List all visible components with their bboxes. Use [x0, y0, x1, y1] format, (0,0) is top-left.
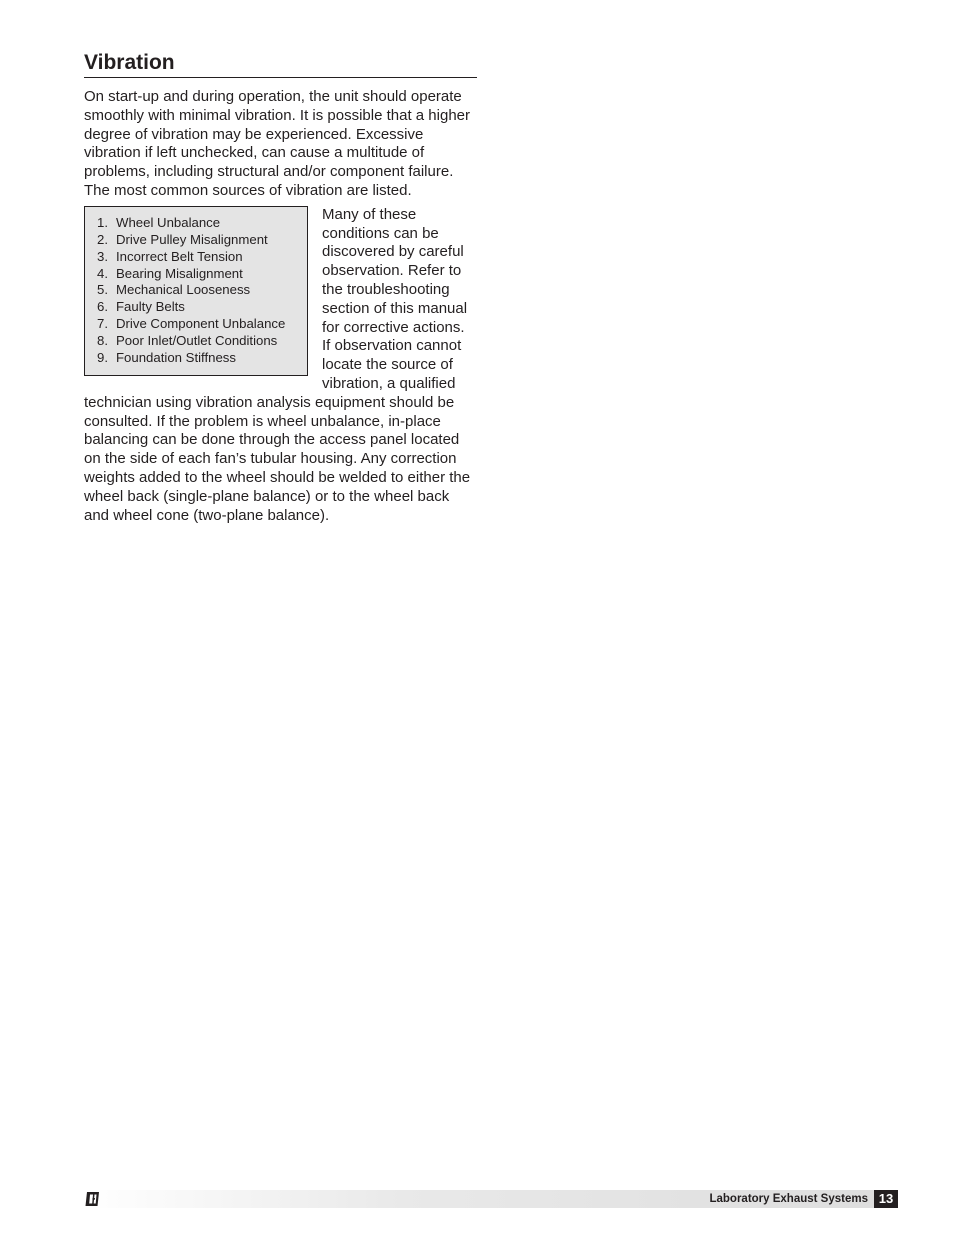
greenheck-logo-icon [84, 1190, 102, 1208]
list-item: 4. Bearing Misalignment [97, 265, 243, 281]
footer-title: Laboratory Exhaust Systems [709, 1193, 868, 1205]
list-item: 8. Poor Inlet/Outlet Conditions [97, 333, 278, 349]
content-column [84, 50, 477, 525]
list-item: 6. Faulty Belts [97, 299, 185, 315]
page-number: 13 [874, 1190, 898, 1208]
list-item: 3. Incorrect Belt Tension [97, 248, 243, 264]
list-item: 9. Foundation Stiffness [97, 350, 236, 366]
vibration-sources-list [84, 206, 308, 376]
list-item: 7. Drive Component Unbalance [97, 316, 286, 332]
intro-paragraph-text: On start-up and during operation, the unit should operate smoothly with minimal vibration. It is possible that a higher degree of vibration may be experienced. Excessive vibration if left unchecked, can cause a multitude of problems, including structural and/or component failure. The most common sources of vibration are listed. [84, 88, 471, 199]
section-heading: Vibration [84, 50, 477, 78]
list-item: 2. Drive Pulley Misalignment [97, 231, 268, 247]
corrective-paragraph: Many of these conditions can be discovered by careful observation. Refer to the troubleshooting section of this manual for corrective actions. If observation cannot locate the source of vibration, a qualified technician using vibration analysis equipment should be consulted. If the problem is wheel unbalance, in-place balancing can be done through the access panel located on the side of each fan’s tubular housing. Any correction weights added to the wheel should be welded to either the wheel back (single-plane balance) or to the wheel back and wheel cone (two-plane balance). [84, 205, 471, 524]
list-item: 5. Mechanical Looseness [97, 282, 251, 298]
list-item: 1. Wheel Unbalance [97, 214, 221, 230]
intro-paragraph [84, 88, 477, 201]
